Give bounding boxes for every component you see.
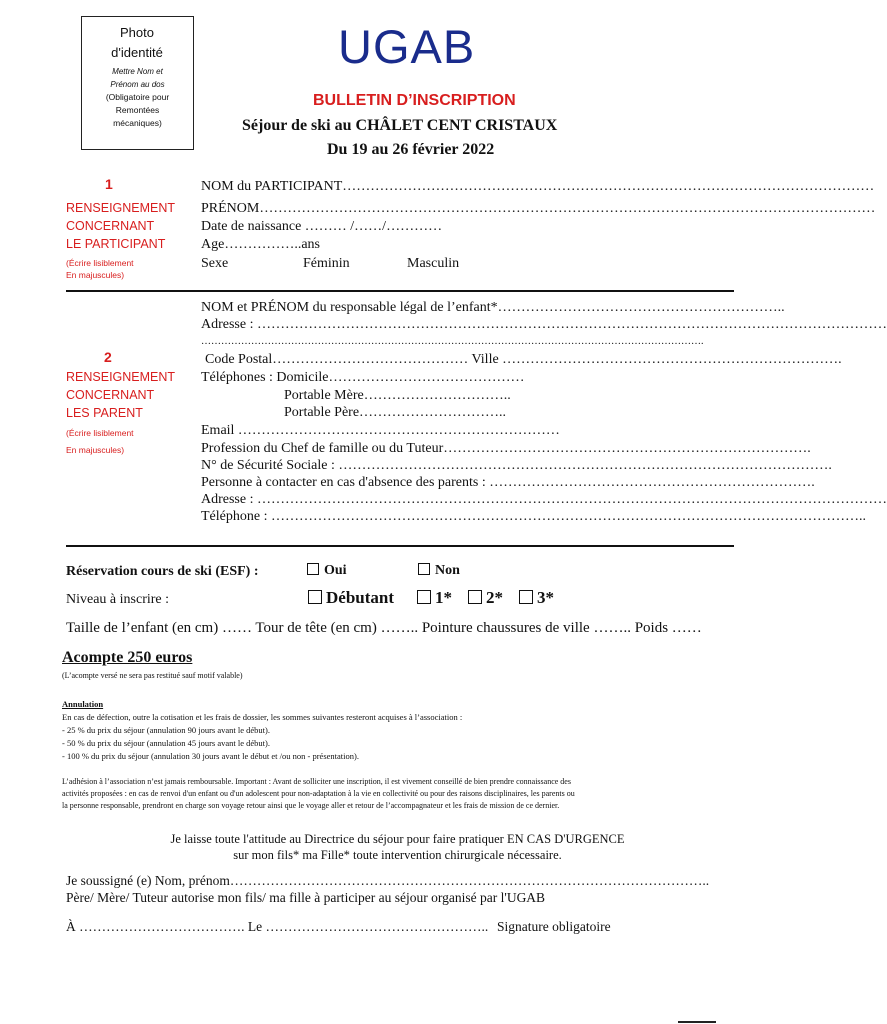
field-sexe: Sexe — [201, 256, 229, 271]
divider-2 — [66, 545, 734, 547]
page-title: BULLETIN D’INSCRIPTION — [313, 92, 516, 109]
checkbox-non-label: Non — [435, 563, 460, 578]
field-age[interactable]: Age……………..ans — [201, 237, 320, 252]
checkbox-niveau-3-label: 3* — [537, 588, 554, 607]
section2-label — [66, 368, 175, 456]
checkbox-niveau-3[interactable] — [519, 588, 554, 608]
signature-label: Signature obligatoire — [497, 919, 611, 934]
field-tel-domicile[interactable]: Téléphones : Domicile…………………………………… — [201, 370, 525, 385]
reservation-label: Réservation cours de ski (ESF) : — [66, 564, 259, 579]
section1-note-1: (Écrire lisiblement — [66, 258, 134, 268]
checkbox-oui-box[interactable] — [307, 563, 319, 575]
checkbox-niveau-2-box[interactable] — [468, 590, 482, 604]
photo-note-2: Remontées — [115, 105, 160, 115]
field-soussigne[interactable]: Je soussigné (e) Nom, prénom…………………………………………………………………………………………….. — [66, 873, 710, 888]
checkbox-non-box[interactable] — [418, 563, 430, 575]
section2-number: 2 — [104, 349, 112, 365]
option-masculin[interactable]: Masculin — [407, 256, 460, 271]
checkbox-niveau-2-label: 2* — [486, 588, 503, 607]
checkbox-oui[interactable] — [307, 562, 347, 579]
annulation-rule-1: - 25 % du prix du séjour (annulation 90 jours avant le début). — [62, 725, 270, 735]
field-portable-mere[interactable]: Portable Mère………………………….. — [284, 388, 511, 403]
field-nom[interactable]: NOM du PARTICIPANT…………………………………………………………………………………………………… — [201, 179, 875, 194]
section2-label-3: LES PARENT — [66, 406, 143, 420]
ugab-logo: UGAB — [338, 20, 476, 73]
checkbox-debutant[interactable] — [308, 588, 394, 608]
photo-title: Photo d'identité — [111, 25, 163, 60]
field-contact-adresse[interactable]: Adresse : ……………………………………………………………………………………………………………………… — [201, 492, 887, 507]
checkbox-debutant-label: Débutant — [326, 588, 395, 607]
conditions-line-2: activités proposées : en cas de renvoi d'un enfant ou d'un adolescent pour non-adaptation à la vie en collectivité ou pour des raisons disciplinaires, les parents ou — [62, 789, 575, 798]
field-naissance[interactable]: Date de naissance ……… /……/………… — [201, 219, 443, 234]
checkbox-niveau-1-label: 1* — [435, 588, 452, 607]
checkbox-niveau-2[interactable] — [468, 588, 503, 608]
subtitle: Séjour de ski au CHÂLET CENT CRISTAUX — [242, 117, 558, 134]
photo-instr-2: Prénom au dos — [110, 80, 165, 89]
field-portable-pere[interactable]: Portable Père………………………….. — [284, 405, 507, 420]
urgence-line-1: Je laisse toute l'attitude au Directrice du séjour pour faire pratiquer EN CAS D'URGENCE — [170, 832, 625, 846]
page-edge-mark — [678, 1021, 716, 1023]
field-prenom[interactable]: PRÉNOM…………………………………………………………………………………………………………………… — [201, 201, 876, 216]
section2-label-1: RENSEIGNEMENT — [66, 370, 176, 384]
annulation-intro: En cas de défection, outre la cotisation et les frais de dossier, les sommes suivantes resteront acquises à l’association : — [62, 712, 463, 722]
section1-label-2: CONCERNANT — [66, 219, 155, 233]
photo-note-3: mécaniques) — [113, 118, 162, 128]
checkbox-niveau-1[interactable] — [417, 588, 452, 608]
section1-label — [66, 199, 175, 281]
dates: Du 19 au 26 février 2022 — [327, 141, 495, 158]
checkbox-niveau-3-box[interactable] — [519, 590, 533, 604]
section1-label-3: LE PARTICIPANT — [66, 237, 166, 251]
annulation-rule-2: - 50 % du prix du séjour (annulation 45 jours avant le début). — [62, 738, 270, 748]
field-telephone[interactable]: Téléphone : ……………………………………………………………………………………………………………….. — [201, 509, 866, 524]
section2-note-2: En majuscules) — [66, 445, 125, 455]
acompte-note: (L’acompte versé ne sera pas restitué sauf motif valable) — [62, 671, 243, 680]
urgence-line-2: sur mon fils* ma Fille* toute intervention chirurgicale nécessaire. — [233, 848, 562, 862]
field-secu[interactable]: N° de Sécurité Sociale : ……………………………………………………………………………………………. — [201, 458, 832, 473]
checkbox-debutant-box[interactable] — [308, 590, 322, 604]
section1-number: 1 — [105, 176, 113, 192]
field-responsable[interactable]: NOM et PRÉNOM du responsable légal de l’enfant*…………………………………………………….. — [201, 300, 785, 315]
field-mesures[interactable]: Taille de l’enfant (en cm) …… Tour de tête (en cm) …….. Pointure chaussures de ville …….. Poids …… — [66, 620, 702, 636]
acompte-title: Acompte 250 euros — [62, 649, 193, 666]
field-email[interactable]: Email …………………………………………………………… — [201, 423, 560, 438]
photo-box — [81, 16, 194, 150]
field-adresse[interactable]: Adresse : ……………………………………………………………………………………………………………………… — [201, 317, 887, 332]
autorisation-text: Père/ Mère/ Tuteur autorise mon fils/ ma fille à participer au séjour organisé par l'UGAB — [66, 890, 546, 905]
option-feminin[interactable]: Féminin — [303, 256, 350, 271]
section2-note-1: (Écrire lisiblement — [66, 428, 134, 438]
divider-1 — [66, 290, 734, 292]
photo-instr-1: Mettre Nom et — [112, 67, 163, 76]
checkbox-niveau-1-box[interactable] — [417, 590, 431, 604]
checkbox-oui-label: Oui — [324, 563, 347, 578]
field-adresse-2[interactable]: ……………………………………………………………………………………………………………………………………. — [201, 336, 704, 347]
checkbox-non[interactable] — [418, 562, 460, 579]
section1-note-2: En majuscules) — [66, 270, 125, 280]
annulation-title: Annulation — [62, 699, 104, 709]
field-cp-ville[interactable]: Code Postal…………………………………… Ville ………………………………………………………………. — [205, 352, 842, 367]
section2-label-2: CONCERNANT — [66, 388, 155, 402]
conditions-line-1: L’adhésion à l’association n’est jamais remboursable. Important : Avant de solliciter une inscription, il est vivement conseillé de bien prendre connaissance des — [62, 777, 571, 786]
annulation-rule-3: - 100 % du prix du séjour (annulation 30 jours avant le début et /ou non - présentation). — [62, 751, 359, 761]
conditions-line-3: la personne responsable, prendront en charge son voyage retour ainsi que le voyage aller et retour de l’accompagnateur et les frais de mission de ce dernier. — [62, 801, 560, 810]
field-contact[interactable]: Personne à contacter en cas d'absence des parents : ……………………………………………………………. — [201, 475, 815, 490]
photo-note-1: (Obligatoire pour — [105, 92, 170, 102]
field-lieu-date[interactable]: À ………………………………. Le ………………………………………….. — [66, 919, 489, 934]
section1-label-1: RENSEIGNEMENT — [66, 201, 176, 215]
niveau-label: Niveau à inscrire : — [66, 592, 170, 607]
field-profession[interactable]: Profession du Chef de famille ou du Tuteur……………………………………………………………………. — [201, 441, 811, 456]
